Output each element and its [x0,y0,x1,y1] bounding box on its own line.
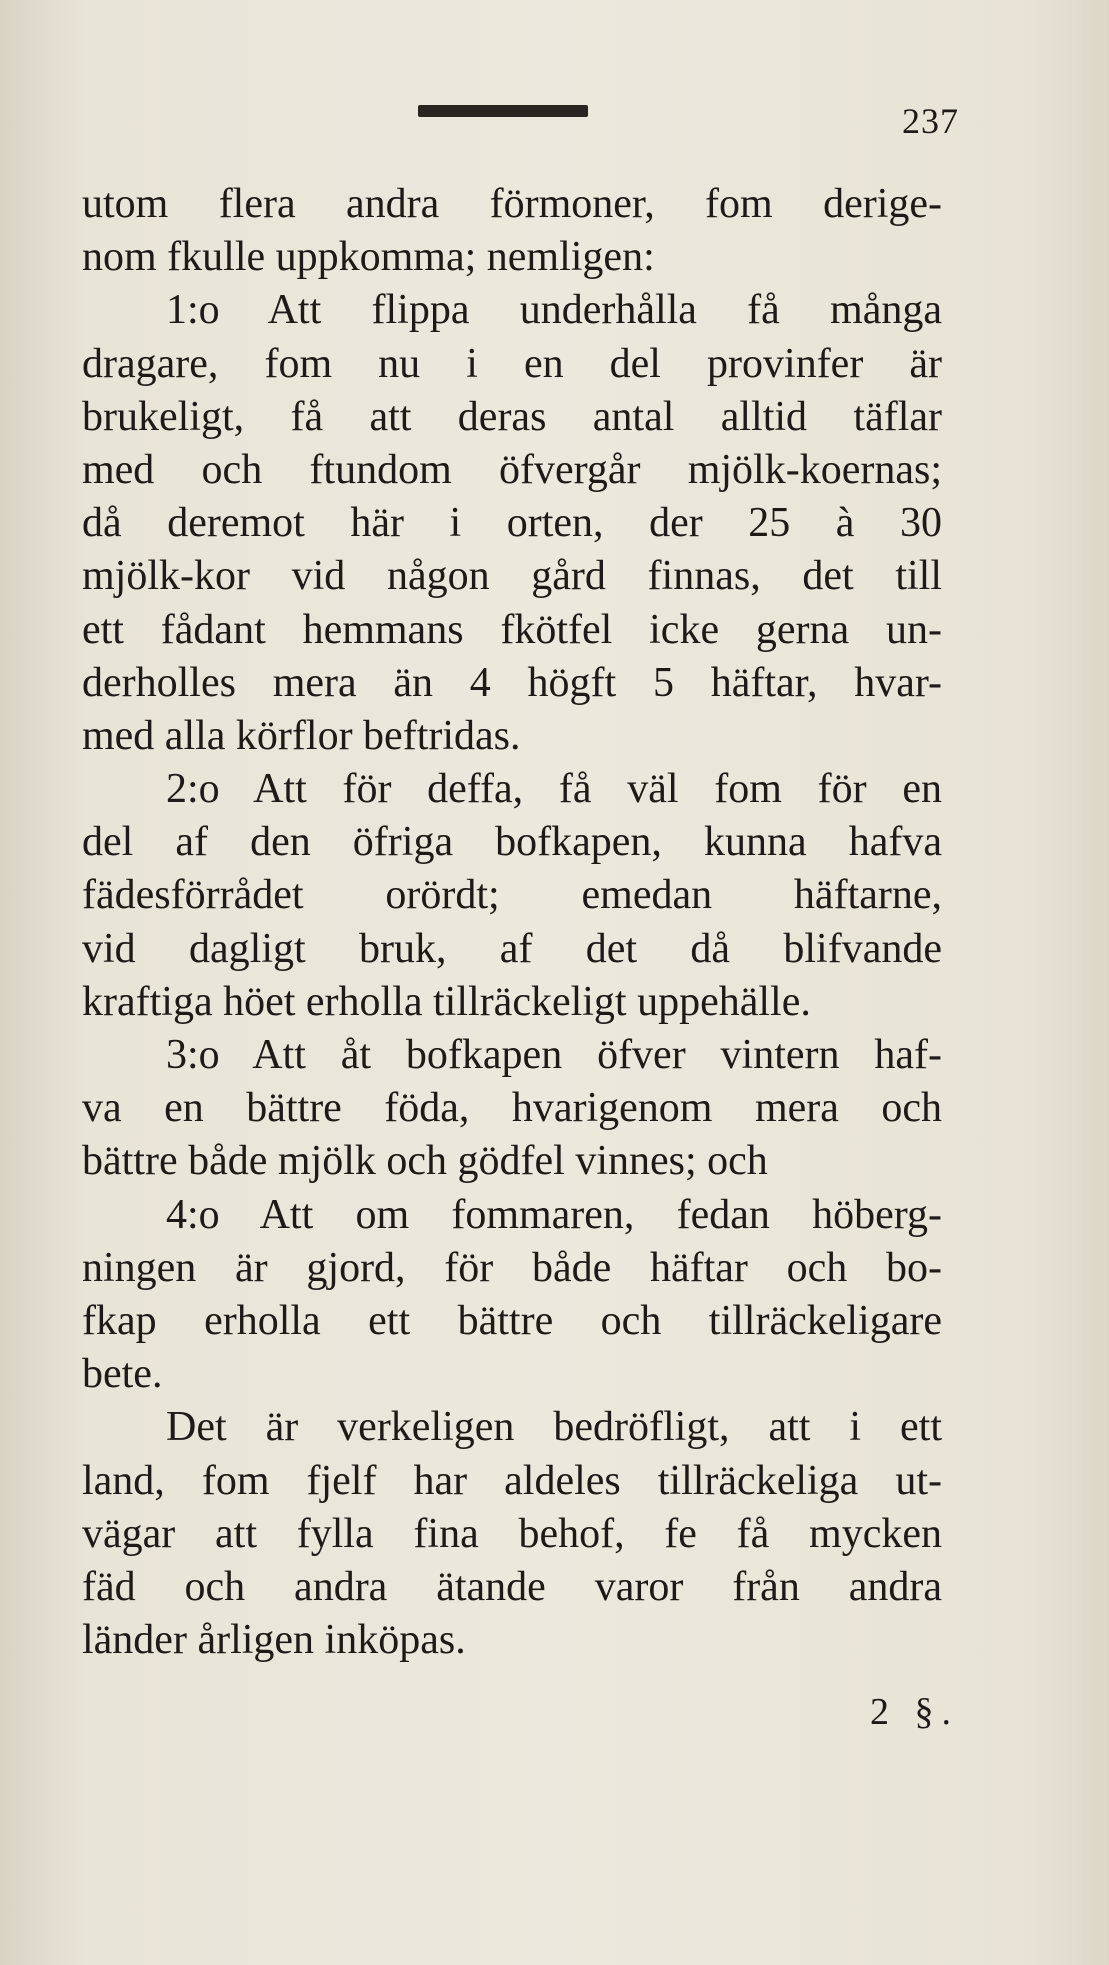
text-line: land, fom fjelf har aldeles tillräckeliga ut- [82,1457,942,1504]
text-line: utom flera andra förmoner, fom derige- [82,181,942,227]
text-line: med och ftundom öfvergår mjölk-koernas; [82,446,942,493]
text-line: Det är verkeligen bedröfligt, att i ett [166,1404,942,1451]
page-number: 237 [902,101,959,141]
text-line: vid dagligt bruk, af det då blifvande [82,925,942,972]
text-line: nom fkulle uppkomma; nemligen: [82,234,655,281]
text-line: dragare, fom nu i en del provinfer är [82,340,942,387]
text-line: med alla körflor beftridas. [82,712,521,759]
text-line: länder årligen inköpas. [82,1617,466,1664]
signature-mark: 2 §. [870,1691,959,1733]
text-line: mjölk-kor vid någon gård finnas, det till [82,553,942,600]
text-line: vägar att fylla fina behof, fe få mycken [82,1510,942,1557]
text-line: fädesförrådet orördt; emedan häftarne, [82,872,942,919]
text-line: bete. [82,1351,163,1398]
text-line: bättre både mjölk och gödfel vinnes; och [82,1138,768,1185]
body-text [82,178,942,1667]
text-line: fkap erholla ett bättre och tillräckeligare [82,1297,942,1344]
text-line: del af den öfriga bofkapen, kunna hafva [82,819,942,866]
text-line: fäd och andra ätande varor från andra [82,1563,942,1610]
text-line: då deremot här i orten, der 25 à 30 [82,500,942,547]
text-line: 1:o Att flippa underhålla få många [166,287,942,334]
text-line: brukeligt, få att deras antal alltid täflar [82,393,942,440]
text-line: derholles mera än 4 högft 5 häftar, hvar- [82,659,942,706]
text-line: 4:o Att om fommaren, fedan höberg- [166,1191,942,1238]
text-line: 2:o Att för deffa, få väl fom för en [166,766,942,813]
text-line: kraftiga höet erholla tillräckeligt uppehälle. [82,978,811,1025]
text-line: ett fådant hemmans fkötfel icke gerna un- [82,606,942,653]
text-line: va en bättre föda, hvarigenom mera och [82,1085,942,1132]
text-line: 3:o Att åt bofkapen öfver vintern haf- [166,1032,942,1078]
header-rule [418,105,588,117]
text-line: ningen är gjord, för både häftar och bo- [82,1244,942,1291]
